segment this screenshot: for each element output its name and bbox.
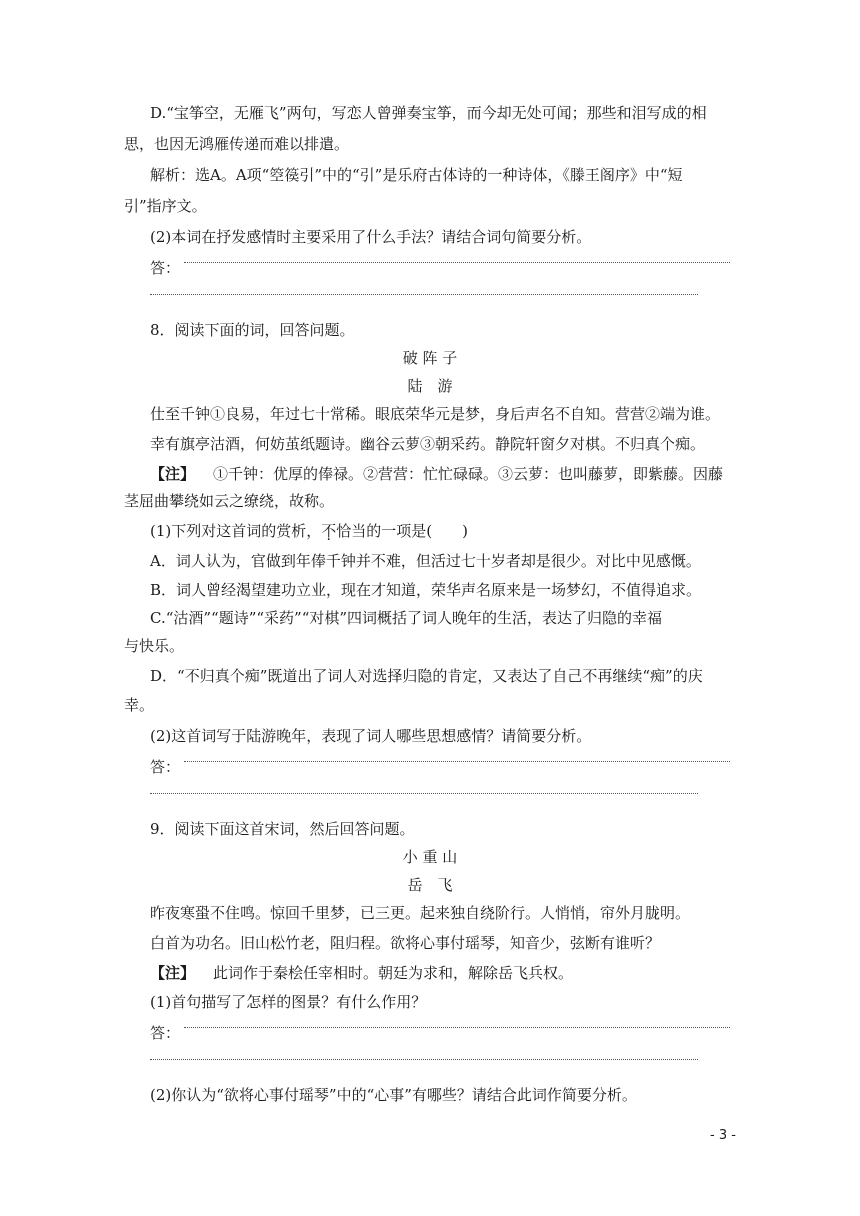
q7-option-d-line2: 思，也因无鸿雁传递而难以排遣。 (124, 135, 350, 153)
q8-poem-title: 破 阵 子 (402, 349, 458, 367)
q7-analysis-line2: 引”指序文。 (124, 197, 207, 215)
q9-subquestion-1: (1)首句描写了怎样的图景？有什么作用？ (150, 993, 427, 1011)
q7-analysis-line1: 解析：选A。A项“箜篌引”中的“引”是乐府古体诗的一种诗体，《滕王阁序》中“短 (150, 166, 683, 184)
page-number: - 3 - (710, 1128, 736, 1143)
q8-option-b[interactable]: B．词人曾经渴望建功立业，现在才知道，荣华声名原来是一场梦幻，不值得追求。 (150, 581, 702, 599)
q9-note (150, 961, 573, 985)
q7-subquestion-2: (2)本词在抒发感情时主要采用了什么手法？请结合词句简要分析。 (150, 228, 592, 246)
q8-sub1-post: 恰当的一项是( ) (336, 522, 468, 540)
q8-sub1-pre: (1)下列对这首词的赏析， (150, 522, 322, 540)
q9-note-label: 【注】 (150, 964, 196, 982)
q8-answer-label: 答： (150, 758, 181, 776)
q9-poem-title: 小 重 山 (402, 848, 458, 866)
q9-note-text: 此词作于秦桧任宰相时。朝廷为求和，解除岳飞兵权。 (213, 964, 574, 982)
q8-option-a[interactable]: A．词人认为，官做到年俸千钟并不难，但活过七十岁者却是很少。对比中见感慨。 (150, 552, 701, 570)
q8-note-label: 【注】 (150, 465, 196, 483)
q8-note-text1: ①千钟：优厚的俸禄。②营营：忙忙碌碌。③云萝：也叫藤萝，即紫藤。因藤 (213, 465, 724, 483)
q8-answer-line1[interactable] (184, 761, 730, 762)
q7-option-d-line1: D.“宝筝空，无雁飞”两句，写恋人曾弹奏宝筝，而今却无处可闻；那些和泪写成的相 (150, 104, 707, 122)
q8-option-c-line1[interactable]: C.“沽酒”“题诗”“采药”“对棋”四词概括了词人晚年的生活，表达了归隐的幸福 (150, 609, 663, 627)
q8-subquestion-2: (2)这首词写于陆游晚年，表现了词人哪些思想感情？请简要分析。 (150, 727, 592, 745)
q7-answer-line2[interactable] (150, 294, 698, 295)
q8-option-d-line1[interactable]: D．“不归真个痴”既道出了词人对选择归隐的肯定，又表达了自己不再继续“痴”的庆 (150, 667, 703, 685)
q8-subquestion-1 (150, 519, 468, 543)
q9-poem-author: 岳 飞 (407, 876, 453, 894)
q8-answer-line2[interactable] (150, 793, 698, 794)
q8-poem-author: 陆 游 (407, 377, 453, 395)
q7-answer-label: 答： (150, 259, 181, 277)
q8-option-c-line2: 与快乐。 (124, 637, 185, 655)
q9-subquestion-2: (2)你认为“欲将心事付瑶琴”中的“心事”有哪些？请结合此词作简要分析。 (150, 1086, 637, 1104)
q7-answer-line1[interactable] (184, 262, 730, 263)
q9-answer-line2[interactable] (150, 1059, 698, 1060)
q9-poem-line2: 白首为功名。旧山松竹老，阻归程。欲将心事付瑶琴，知音少，弦断有谁听？ (150, 934, 661, 952)
q8-poem-line2: 幸有旗亭沽酒，何妨茧纸题诗。幽谷云萝③朝采药。静院轩窗夕对棋。不归真个痴。 (150, 435, 706, 453)
q8-stem: 8．阅读下面的词，回答问题。 (150, 321, 355, 339)
q8-note-line2: 茎屈曲攀绕如云之缭绕，故称。 (124, 492, 335, 510)
q9-poem-line1: 昨夜寒蛩不住鸣。惊回千里梦，已三更。起来独自绕阶行。人悄悄，帘外月胧明。 (150, 904, 691, 922)
q8-note-line1 (150, 462, 723, 486)
q9-stem: 9．阅读下面这首宋词，然后回答问题。 (150, 820, 415, 838)
q8-option-d-line2: 幸。 (124, 696, 155, 714)
q8-sub1-emphasis: 不 (321, 522, 337, 540)
q8-poem-line1: 仕至千钟①良易，年过七十常稀。眼底荣华元是梦，身后声名不自知。营营②端为谁。 (150, 405, 721, 423)
q9-answer-label: 答： (150, 1024, 181, 1042)
q9-answer-line1[interactable] (184, 1027, 730, 1028)
